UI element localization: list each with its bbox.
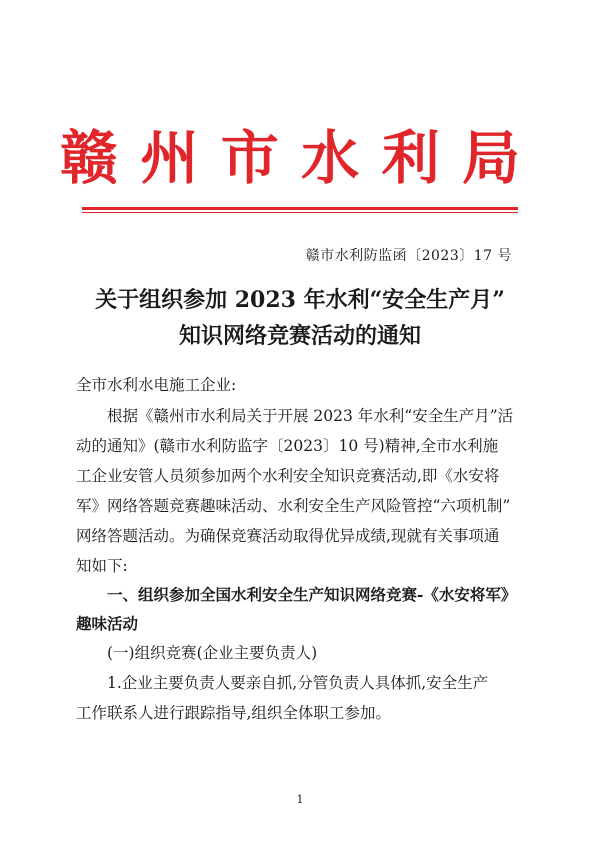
masthead-char: 市 — [220, 124, 279, 192]
red-separator-thick — [82, 207, 518, 210]
body-line: 动的通知》(赣市水利防监字〔2023〕10 号)精神,全市水利施 — [76, 437, 499, 455]
body-line: 军》网络答题竞赛趣味活动、水利安全生产风险管控“六项机制” — [76, 497, 511, 515]
section-heading-line-1: 一、组织参加全国水利安全生产知识网络竞赛-《水安将军》 — [107, 585, 517, 604]
item-line-1: 1.企业主要负责人要亲自抓,分管负责人具体抓,安全生产 — [107, 674, 489, 692]
masthead-char: 水 — [301, 124, 360, 192]
masthead-char: 利 — [381, 124, 440, 192]
masthead-char: 局 — [461, 124, 520, 192]
page-number: 1 — [296, 793, 304, 806]
body-line: 工企业安管人员须参加两个水利安全知识竞赛活动,即《水安将 — [76, 467, 500, 485]
section-heading-line-2: 趣味活动 — [76, 614, 139, 633]
body-line: 知如下: — [76, 557, 128, 575]
body-line: 网络答题活动。为确保竞赛活动取得优异成绩,现就有关事项通 — [76, 527, 500, 545]
body-line: 根据《赣州市水利局关于开展 2023 年水利“安全生产月”活 — [107, 407, 514, 425]
document-title-line-1: 关于组织参加 2023 年水利“安全生产月” — [95, 287, 505, 313]
document-number: 赣市水利防监函〔2023〕17 号 — [305, 248, 512, 264]
masthead-char: 州 — [140, 124, 199, 192]
issuer-masthead — [60, 118, 520, 198]
masthead-char: 赣 — [60, 124, 119, 192]
document-title-line-2: 知识网络竞赛活动的通知 — [178, 323, 421, 349]
subsection-heading: (一)组织竞赛(企业主要负责人) — [107, 644, 318, 662]
item-line-2: 工作联系人进行跟踪指导,组织全体职工参加。 — [76, 704, 391, 722]
salutation: 全市水利水电施工企业: — [76, 376, 237, 394]
red-separator-thin — [82, 212, 518, 213]
